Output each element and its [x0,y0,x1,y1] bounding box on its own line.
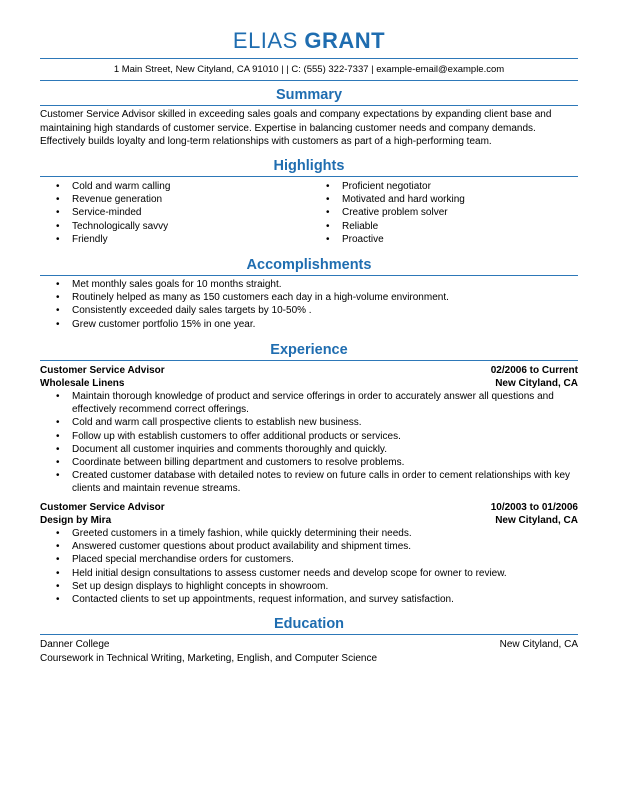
school-name: Danner College [40,639,110,650]
list-item: • Cold and warm call prospective clients to establish new business. [40,416,578,429]
list-item: • Grew customer portfolio 15% in one year. [40,318,578,331]
highlights-left-list [40,180,300,246]
list-item: • Service-minded [40,206,300,219]
list-item: • Proactive [310,233,578,246]
list-item: • Coordinate between billing department and customers to resolve problems. [40,456,578,469]
accomplishments-divider [40,275,578,276]
job-dates: 10/2003 to 01/2006 [490,502,578,513]
list-item: • Placed special merchandise orders for customers. [40,553,578,566]
accomplishments-list [40,278,578,331]
list-item: • Technologically savvy [40,220,300,233]
first-name: ELIAS [232,28,298,53]
last-name: GRANT [304,28,386,53]
experience-heading: Experience [270,342,348,358]
job-1-duties [40,390,578,496]
list-item: • Held initial design consultations to assess customer needs and develop scope for owner to review. [40,567,578,580]
school-location: New Cityland, CA [499,639,578,650]
applicant-name [0,28,618,54]
education-school-row [40,638,578,651]
header-divider [40,58,578,59]
summary-text: Customer Service Advisor skilled in exceeding sales goals and company expectations by expanding client base and maintaining high standards of customer service. Expertise in balancing customer needs and company demands. Effectively builds loyalty and long-term relationships with customers as part of a high-performing team. [40,109,552,147]
highlights-right-list [310,180,578,246]
list-item: • Revenue generation [40,193,300,206]
list-item: • Contacted clients to set up appointments, request information, and survey satisfaction. [40,593,578,606]
job-2-company-row [40,514,578,527]
summary-heading: Summary [275,87,343,103]
contact-divider [40,80,578,81]
job-2-title-row [40,501,578,514]
list-item: • Follow up with establish customers to offer additional products or services. [40,430,578,443]
job-company: Wholesale Linens [40,378,125,389]
job-company: Design by Mira [40,515,112,526]
list-item: • Motivated and hard working [310,193,578,206]
list-item: • Set up design displays to highlight concepts in showroom. [40,580,578,593]
list-item: • Reliable [310,220,578,233]
job-role: Customer Service Advisor [40,365,165,376]
education-heading: Education [273,616,345,632]
list-item: • Cold and warm calling [40,180,300,193]
job-2-duties [40,527,578,606]
education-divider [40,634,578,635]
list-item: • Met monthly sales goals for 10 months straight. [40,278,578,291]
job-dates: 02/2006 to Current [490,365,578,376]
education-coursework: Coursework in Technical Writing, Marketing, English, and Computer Science [40,653,378,664]
accomplishments-heading: Accomplishments [246,257,372,273]
list-item: • Greeted customers in a timely fashion, while quickly determining their needs. [40,527,578,540]
contact-line: 1 Main Street, New Cityland, CA 91010 | | C: (555) 322-7337 | example-email@example.com [113,64,505,75]
list-item: • Proficient negotiator [310,180,578,193]
job-location: New Cityland, CA [495,515,578,526]
job-role: Customer Service Advisor [40,502,165,513]
highlights-heading: Highlights [273,158,345,174]
experience-divider [40,360,578,361]
list-item: • Creative problem solver [310,206,578,219]
list-item: • Consistently exceeded daily sales targets by 10-50% . [40,304,578,317]
list-item: • Routinely helped as many as 150 customers each day in a high-volume environment. [40,291,578,304]
job-1-title-row [40,364,578,377]
job-location: New Cityland, CA [495,378,578,389]
list-item: • Document all customer inquiries and comments thoroughly and quickly. [40,443,578,456]
list-item: • Answered customer questions about product availability and shipment times. [40,540,578,553]
list-item: • Friendly [40,233,300,246]
summary-divider [40,105,578,106]
job-1-company-row [40,377,578,390]
list-item: • Created customer database with detailed notes to review on future calls in order to cement relationships with key clients and maintain revenue streams. [40,469,578,495]
highlights-divider [40,176,578,177]
list-item: • Maintain thorough knowledge of product and service offerings in order to accurately answer all questions and effectively recommend correct offerings. [40,390,578,416]
